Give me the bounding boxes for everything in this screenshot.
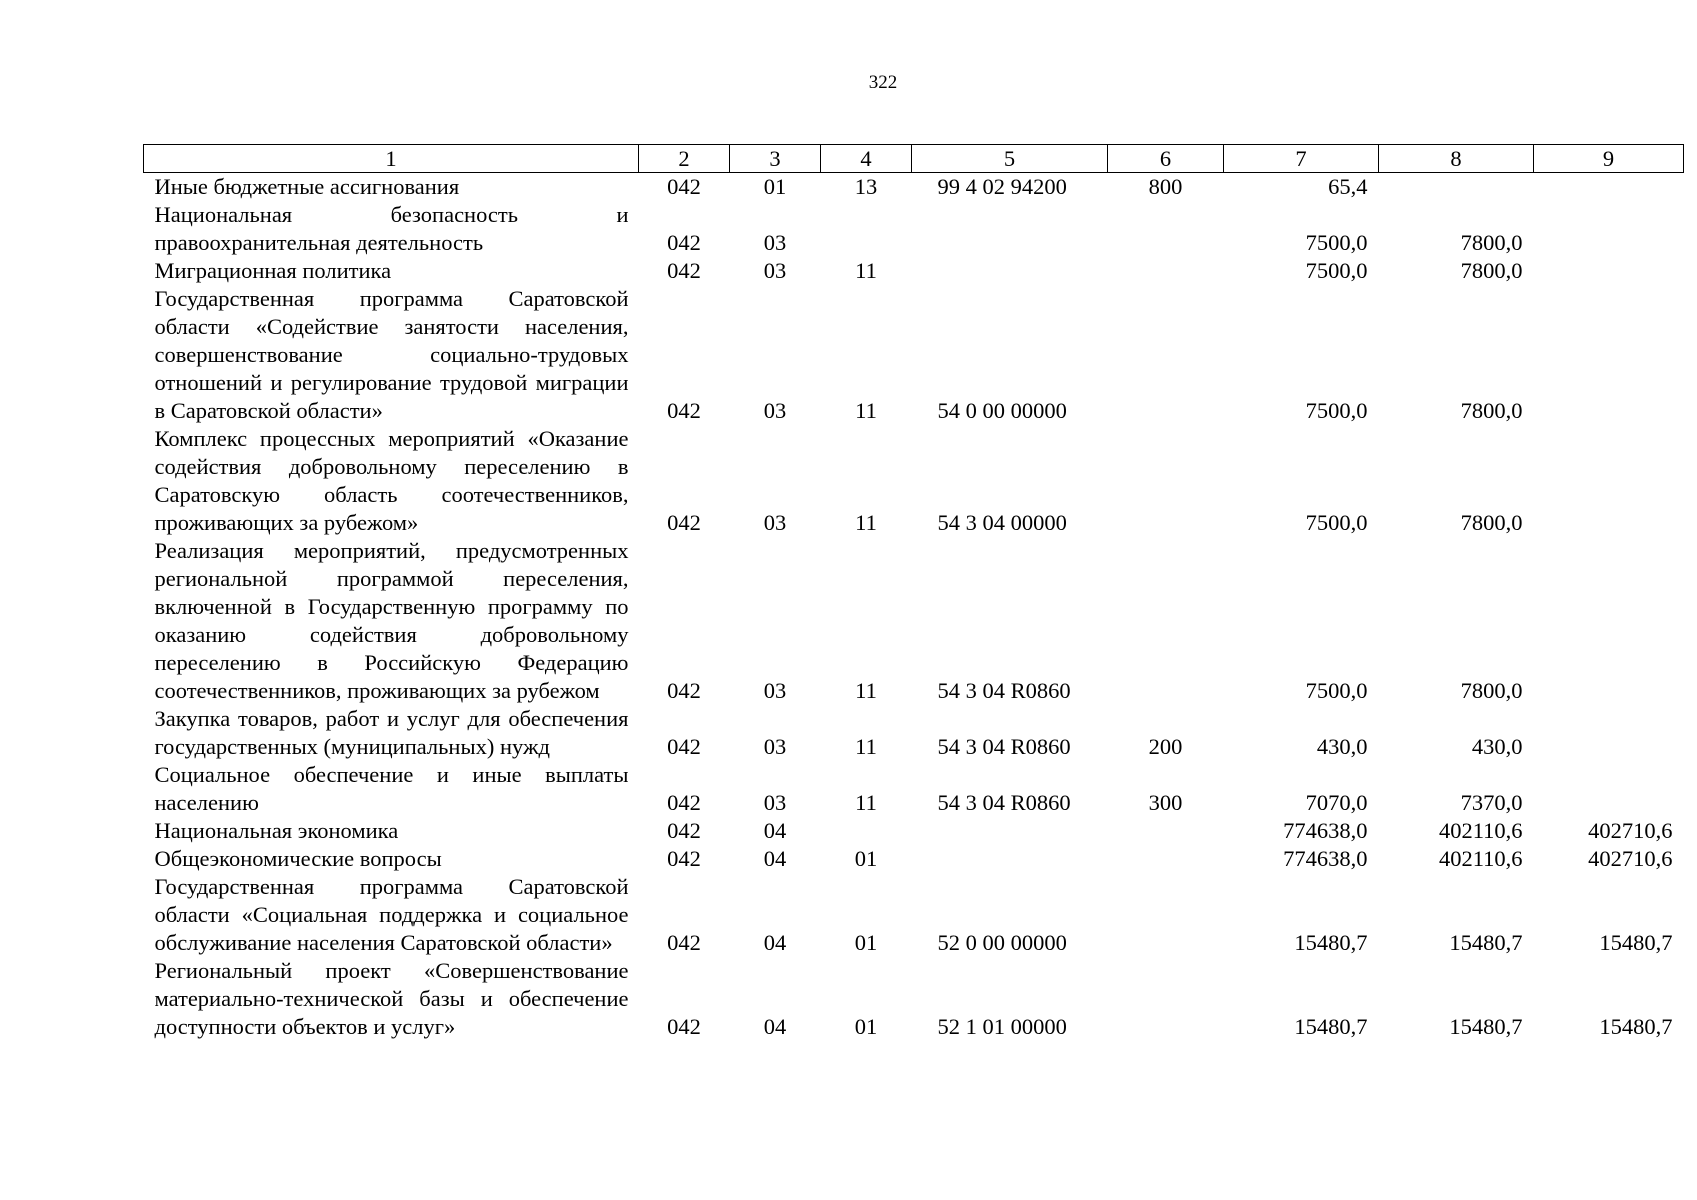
row-section-cell: 01	[763, 174, 787, 199]
row-amount-cell: 430,0	[1316, 734, 1368, 759]
row-name-cell: Миграционная политика	[154, 258, 392, 283]
table-row	[144, 537, 1684, 705]
row-amount-cell: 7500,0	[1305, 398, 1368, 423]
row-subsection-cell: 11	[855, 258, 877, 283]
table-header-row	[144, 145, 1684, 173]
row-name-cell: Региональный проект «Совершенствование материально-технической базы и обеспечение доступности объектов и услуг»	[154, 958, 629, 1039]
row-expense-type-cell: 200	[1148, 734, 1183, 759]
row-subsection-cell: 11	[855, 510, 877, 535]
row-amount-cell: 402110,6	[1438, 846, 1523, 871]
row-amount-cell	[1534, 705, 1684, 761]
row-amount-cell	[1534, 201, 1684, 257]
row-target-article-cell: 99 4 02 94200	[937, 174, 1067, 199]
row-amount-cell	[1534, 285, 1684, 425]
row-code-cell: 042	[667, 258, 701, 283]
table-row	[144, 705, 1684, 761]
row-section-cell: 03	[763, 734, 787, 759]
row-code-cell: 042	[667, 510, 701, 535]
row-target-article-cell	[912, 257, 1108, 285]
table-row	[144, 285, 1684, 425]
row-expense-type-cell: 300	[1148, 790, 1183, 815]
row-amount-cell: 15480,7	[1599, 930, 1673, 955]
row-name-cell: Государственная программа Саратовской области «Содействие занятости населения, совершенствование социально-трудовых отношений и регулирование трудовой миграции в Саратовской области»	[154, 286, 629, 423]
row-expense-type-cell	[1108, 817, 1224, 845]
column-header: 5	[912, 145, 1108, 173]
row-code-cell: 042	[667, 174, 701, 199]
row-name-cell: Реализация мероприятий, предусмотренных региональной программой переселения, включенной в Государственную программу по оказанию содействия добровольному переселению в Российскую Федерацию соотечественников, проживающих за рубежом	[154, 538, 629, 703]
row-amount-cell	[1534, 537, 1684, 705]
row-amount-cell: 15480,7	[1294, 930, 1368, 955]
table-row	[144, 201, 1684, 257]
row-expense-type-cell	[1108, 537, 1224, 705]
row-target-article-cell: 54 3 04 R0860	[937, 790, 1071, 815]
row-amount-cell	[1379, 173, 1534, 202]
column-header: 1	[144, 145, 639, 173]
row-amount-cell	[1534, 761, 1684, 817]
row-subsection-cell: 11	[855, 734, 877, 759]
row-amount-cell: 7500,0	[1305, 678, 1368, 703]
row-amount-cell: 15480,7	[1599, 1014, 1673, 1039]
row-amount-cell: 402710,6	[1588, 818, 1673, 843]
row-code-cell: 042	[667, 930, 701, 955]
row-code-cell: 042	[667, 734, 701, 759]
row-section-cell: 03	[763, 510, 787, 535]
row-amount-cell: 7800,0	[1460, 230, 1523, 255]
row-code-cell: 042	[667, 790, 701, 815]
row-amount-cell: 7500,0	[1305, 230, 1368, 255]
row-target-article-cell	[912, 845, 1108, 873]
row-amount-cell: 7070,0	[1305, 790, 1368, 815]
budget-table	[143, 144, 1684, 1041]
column-header: 4	[821, 145, 912, 173]
row-amount-cell: 774638,0	[1283, 846, 1368, 871]
row-target-article-cell: 54 3 04 00000	[937, 510, 1067, 535]
row-amount-cell: 7800,0	[1460, 678, 1523, 703]
row-subsection-cell	[821, 817, 912, 845]
row-subsection-cell: 11	[855, 398, 877, 423]
row-section-cell: 03	[763, 398, 787, 423]
row-name-cell: Общеэкономические вопросы	[154, 846, 442, 871]
row-amount-cell: 7370,0	[1460, 790, 1523, 815]
row-code-cell: 042	[667, 1014, 701, 1039]
row-subsection-cell: 01	[854, 1014, 878, 1039]
row-section-cell: 03	[763, 678, 787, 703]
page-number: 322	[868, 72, 898, 93]
table-row	[144, 817, 1684, 845]
row-subsection-cell	[821, 201, 912, 257]
column-header: 9	[1534, 145, 1684, 173]
row-amount-cell: 7500,0	[1305, 510, 1368, 535]
table-row	[144, 957, 1684, 1041]
row-amount-cell	[1534, 173, 1684, 202]
column-header: 3	[730, 145, 821, 173]
row-expense-type-cell	[1108, 873, 1224, 957]
row-amount-cell: 430,0	[1471, 734, 1523, 759]
table-row	[144, 425, 1684, 537]
row-section-cell: 04	[763, 818, 787, 843]
table-row	[144, 761, 1684, 817]
row-amount-cell: 15480,7	[1449, 1014, 1523, 1039]
row-amount-cell: 7800,0	[1460, 510, 1523, 535]
row-name-cell: Национальная экономика	[154, 818, 399, 843]
row-expense-type-cell	[1108, 425, 1224, 537]
row-amount-cell: 15480,7	[1449, 930, 1523, 955]
row-amount-cell: 7800,0	[1460, 398, 1523, 423]
row-section-cell: 03	[763, 258, 787, 283]
column-header: 2	[639, 145, 730, 173]
row-expense-type-cell: 800	[1148, 174, 1183, 199]
row-target-article-cell: 54 3 04 R0860	[937, 734, 1071, 759]
row-target-article-cell: 54 0 00 00000	[937, 398, 1067, 423]
row-name-cell: Иные бюджетные ассигнования	[154, 174, 460, 199]
row-amount-cell: 774638,0	[1283, 818, 1368, 843]
row-section-cell: 03	[763, 230, 787, 255]
row-name-cell: Национальная безопасность и правоохранительная деятельность	[154, 202, 629, 255]
row-amount-cell: 402110,6	[1438, 818, 1523, 843]
row-amount-cell	[1534, 257, 1684, 285]
row-subsection-cell: 01	[854, 930, 878, 955]
row-code-cell: 042	[667, 230, 701, 255]
table-row	[144, 845, 1684, 873]
row-subsection-cell: 01	[854, 846, 878, 871]
row-code-cell: 042	[667, 846, 701, 871]
table-row	[144, 173, 1684, 202]
row-subsection-cell: 13	[854, 174, 878, 199]
column-header: 8	[1379, 145, 1534, 173]
row-code-cell: 042	[667, 818, 701, 843]
table-body	[144, 173, 1684, 1042]
row-target-article-cell	[912, 817, 1108, 845]
row-amount-cell: 65,4	[1328, 174, 1368, 199]
row-target-article-cell: 52 0 00 00000	[937, 930, 1067, 955]
row-code-cell: 042	[667, 398, 701, 423]
row-section-cell: 03	[763, 790, 787, 815]
row-amount-cell: 15480,7	[1294, 1014, 1368, 1039]
column-header: 6	[1108, 145, 1224, 173]
row-amount-cell: 7800,0	[1460, 258, 1523, 283]
row-name-cell: Комплекс процессных мероприятий «Оказание содействия добровольному переселению в Саратовскую область соотечественников, проживающих за рубежом»	[154, 426, 629, 535]
table-row	[144, 257, 1684, 285]
row-target-article-cell	[912, 201, 1108, 257]
row-expense-type-cell	[1108, 201, 1224, 257]
row-amount-cell: 7500,0	[1305, 258, 1368, 283]
row-amount-cell	[1534, 425, 1684, 537]
row-expense-type-cell	[1108, 257, 1224, 285]
row-section-cell: 04	[763, 930, 787, 955]
table-row	[144, 873, 1684, 957]
row-subsection-cell: 11	[855, 790, 877, 815]
row-section-cell: 04	[763, 846, 787, 871]
row-target-article-cell: 54 3 04 R0860	[937, 678, 1071, 703]
row-code-cell: 042	[667, 678, 701, 703]
row-expense-type-cell	[1108, 845, 1224, 873]
row-subsection-cell: 11	[855, 678, 877, 703]
row-section-cell: 04	[763, 1014, 787, 1039]
row-expense-type-cell	[1108, 285, 1224, 425]
row-target-article-cell: 52 1 01 00000	[937, 1014, 1067, 1039]
column-header: 7	[1224, 145, 1379, 173]
row-name-cell: Социальное обеспечение и иные выплаты населению	[154, 762, 629, 815]
row-amount-cell: 402710,6	[1588, 846, 1673, 871]
row-expense-type-cell	[1108, 957, 1224, 1041]
row-name-cell: Закупка товаров, работ и услуг для обеспечения государственных (муниципальных) нужд	[154, 706, 629, 759]
row-name-cell: Государственная программа Саратовской области «Социальная поддержка и социальное обслуживание населения Саратовской области»	[154, 874, 629, 955]
